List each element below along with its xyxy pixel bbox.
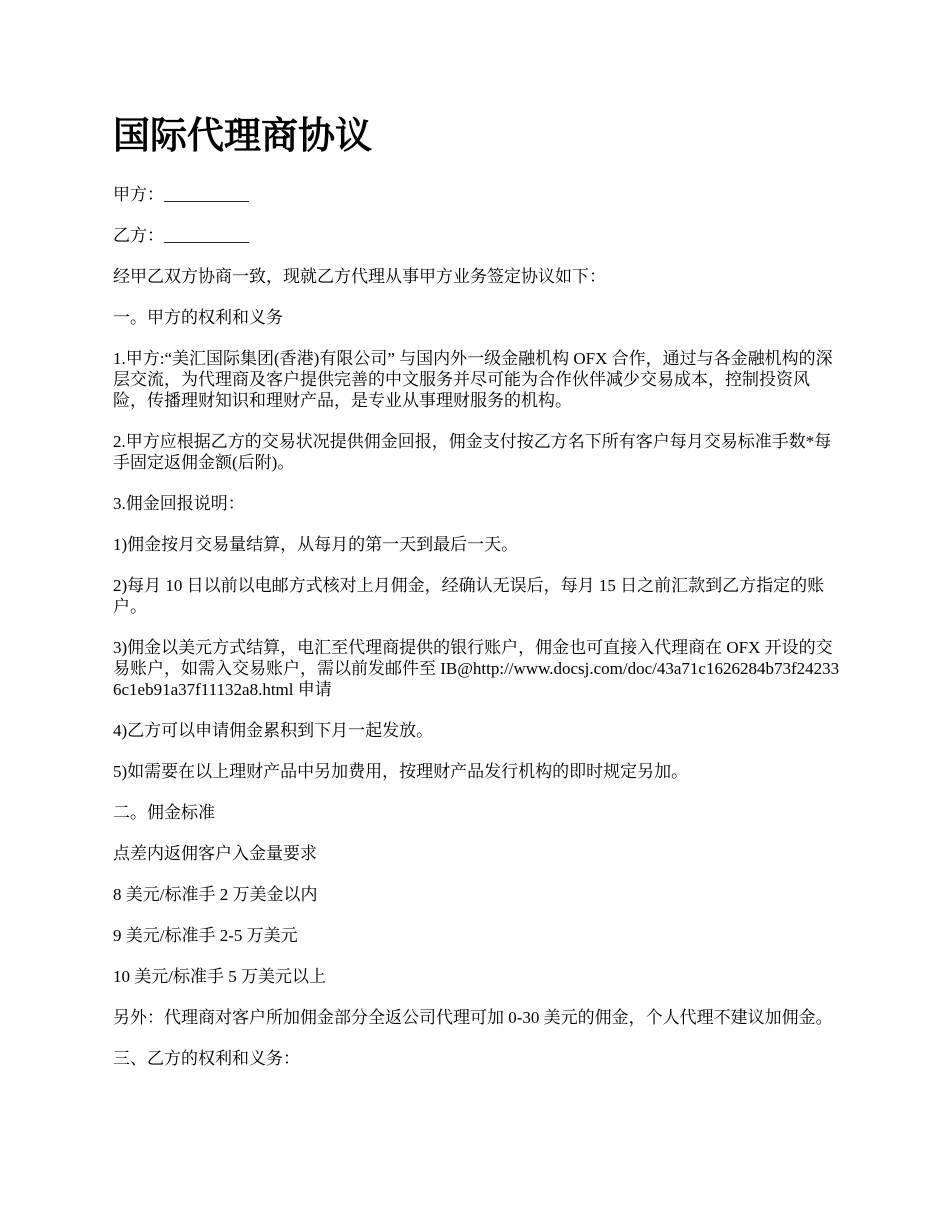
clause-3-item-2: 2)每月 10 日以前以电邮方式核对上月佣金，经确认无误后，每月 15 日之前汇款到乙方指定的账户。 (113, 576, 825, 616)
clause-1: 1.甲方:“美汇国际集团(香港)有限公司” 与国内外一级金融机构 OFX 合作，通过与各金融机构的深层交流，为代理商及客户提供完善的中文服务并尽可能为合作伙伴减少交易成本，控制投资风险，传播理财知识和理财产品，是专业从事理财服务的机构。 (113, 349, 833, 410)
document-page (113, 110, 843, 1089)
clause-2: 2.甲方应根据乙方的交易状况提供佣金回报，佣金支付按乙方名下所有客户每月交易标准手数*每手固定返佣金额(后附)。 (113, 432, 832, 472)
clause-3-item-1: 1)佣金按月交易量结算，从每月的第一天到最后一天。 (113, 535, 519, 554)
party-a-line: 甲方：__________ (113, 185, 249, 204)
commission-row-1: 8 美元/标准手 2 万美金以内 (113, 885, 318, 904)
clause-3-heading: 3.佣金回报说明： (113, 494, 245, 513)
commission-table-header: 点差内返佣客户入金量要求 (113, 844, 317, 863)
section-heading-2: 二。佣金标准 (113, 803, 215, 822)
document-title: 国际代理商协议 (113, 114, 372, 157)
party-b-line: 乙方：__________ (113, 226, 249, 245)
commission-row-3: 10 美元/标准手 5 万美元以上 (113, 967, 326, 986)
additional-note: 另外：代理商对客户所加佣金部分全返公司代理可加 0-30 美元的佣金，个人代理不建议加佣金。 (113, 1008, 833, 1027)
clause-3-item-5: 5)如需要在以上理财产品中另加费用，按理财产品发行机构的即时规定另加。 (113, 762, 689, 781)
intro-paragraph: 经甲乙双方协商一致，现就乙方代理从事甲方业务签定协议如下： (113, 267, 606, 286)
clause-3-item-3: 3)佣金以美元方式结算，电汇至代理商提供的银行账户，佣金也可直接入代理商在 OFX 开设的交易账户，如需入交易账户，需以前发邮件至 IB@http://www.docsj.com/doc/43a71c1626284b73f242336c1eb91a37f11132a8.html 申请 (113, 638, 840, 699)
clause-3-item-4: 4)乙方可以申请佣金累积到下月一起发放。 (113, 721, 434, 740)
commission-row-2: 9 美元/标准手 2-5 万美元 (113, 926, 298, 945)
section-heading-3: 三、乙方的权利和义务： (113, 1049, 300, 1068)
section-heading-1: 一。甲方的权利和义务 (113, 308, 283, 327)
